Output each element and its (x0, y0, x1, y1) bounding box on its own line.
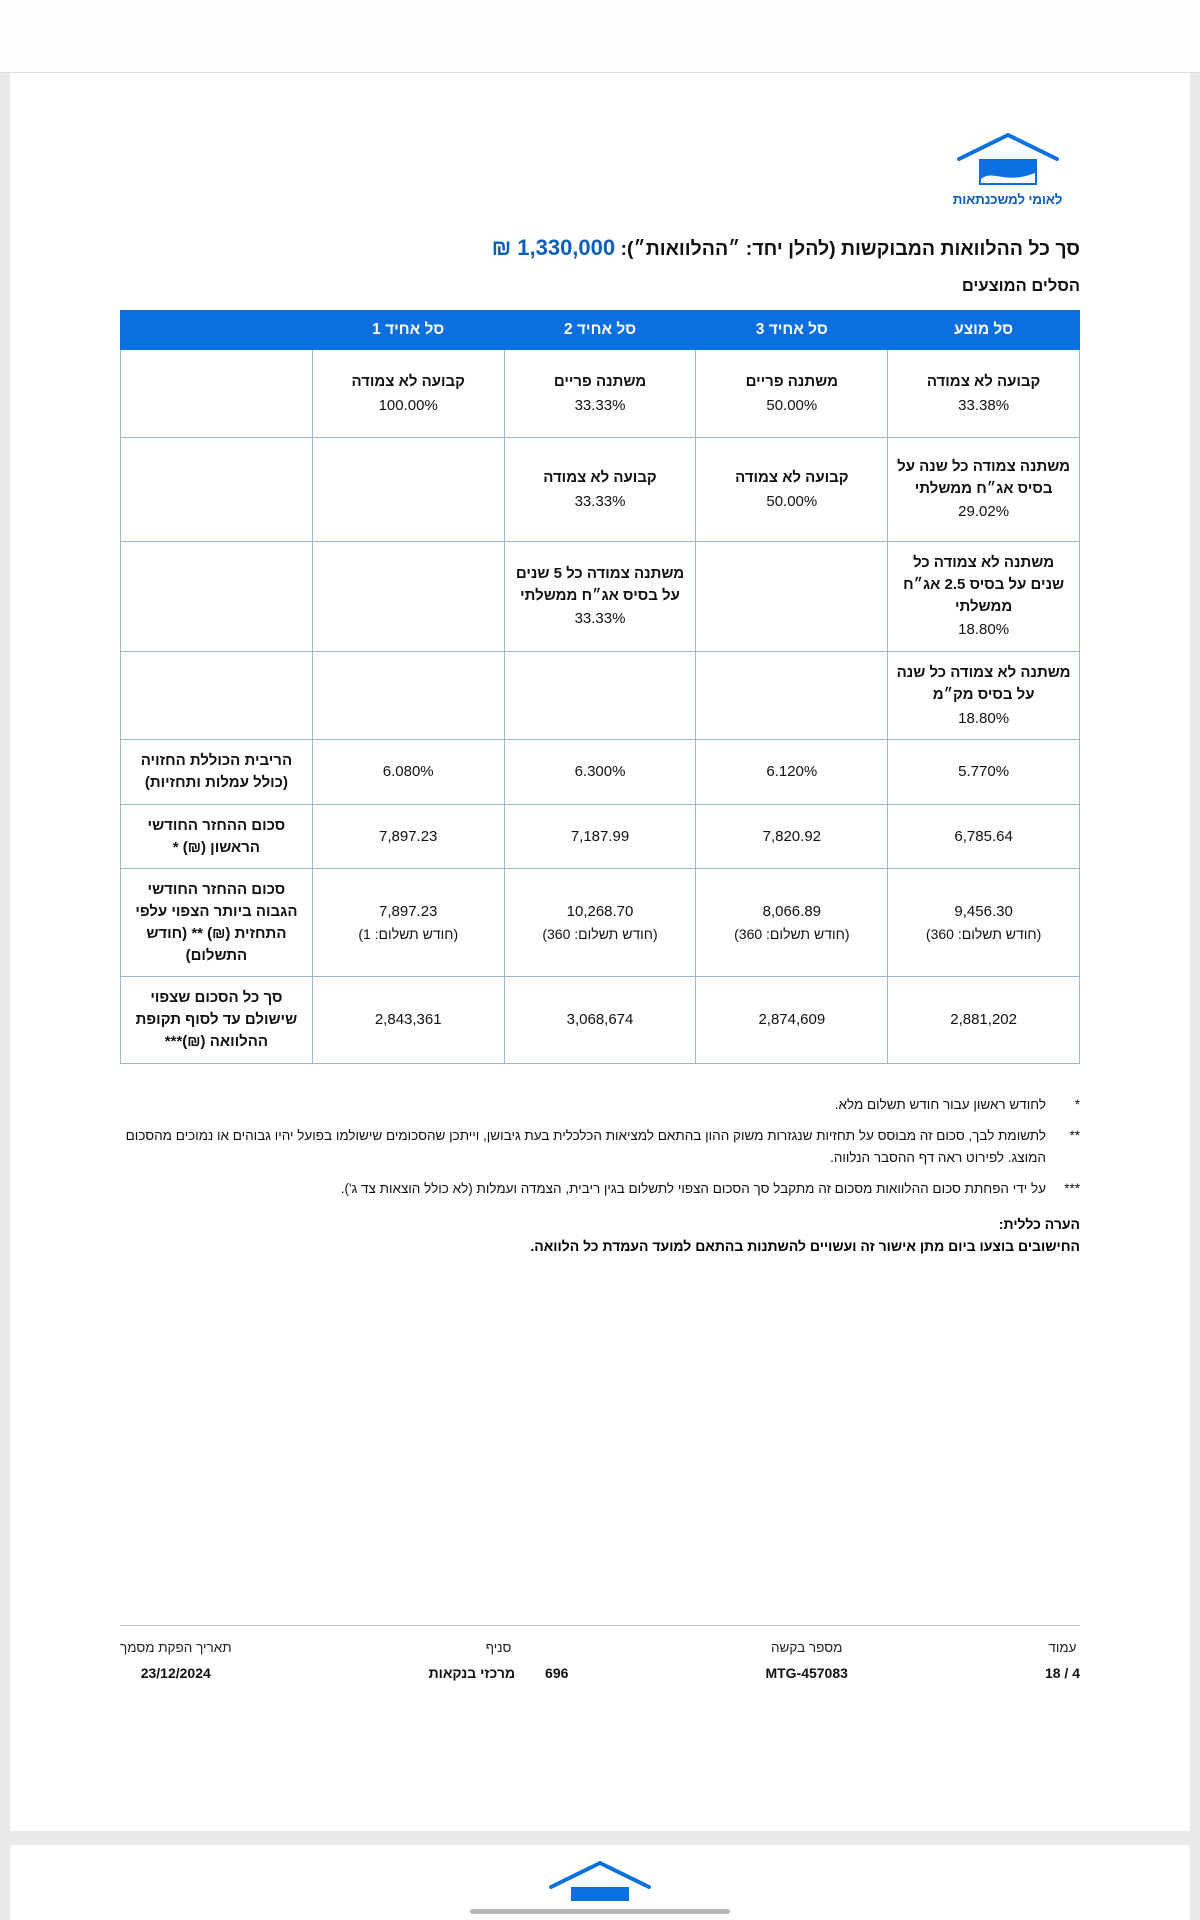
component-share: 50.00% (766, 396, 818, 414)
page-title: הסלים המוצעים (961, 277, 1080, 295)
component-name: קבועה לא צמודה (926, 372, 1041, 390)
component-share: 33.33% (574, 610, 626, 628)
cell-uniform3-total-paid: 2,874,609 (696, 977, 888, 1063)
component-name: קבועה לא צמודה (735, 468, 849, 486)
column-header-uniform1: סל אחיד 1 (312, 311, 504, 350)
component-share: 33.38% (958, 396, 1010, 414)
table-row (121, 438, 1080, 542)
column-header-uniform2: סל אחיד 2 (504, 311, 696, 350)
cell-label-empty-3 (121, 542, 313, 652)
component-name: משתנה לא צמודה כל שנים על בסיס 2.5 אג״ח ממשלתי (903, 554, 1065, 615)
column-header-proposed: סל מוצע (888, 311, 1080, 350)
table-row (121, 804, 1080, 869)
cell-uniform1-first-payment: 7,897.23 (312, 804, 504, 869)
row-label-total-paid: סך כל הסכום שצפוי שישולם עד לסוף תקופת ההלוואה (₪)*** (121, 977, 313, 1063)
cell-uniform2-component-2 (504, 438, 696, 542)
cell-proposed-component-1 (888, 350, 1080, 438)
row-label-first-payment: סכום ההחזר החודשי הראשון (₪) * (121, 804, 313, 869)
column-header-uniform3: סל אחיד 3 (696, 311, 888, 350)
cell-uniform1-component-3 (312, 542, 504, 652)
table-row (121, 350, 1080, 438)
row-label-max-payment: סכום ההחזר החודשי הגבוה ביותר הצפוי עלפי התחזית (₪) ** (חודש התשלום) (121, 869, 313, 977)
component-name: משתנה לא צמודה כל שנה על בסיס מק״מ (896, 664, 1071, 703)
cell-uniform1-component-2 (312, 438, 504, 542)
cell-uniform2-total-paid: 3,068,674 (504, 977, 696, 1063)
footer-request-label: מספר בקשה (770, 1640, 843, 1655)
max-payment-value: 9,456.30 (954, 902, 1013, 920)
footnotes (120, 1094, 1080, 1254)
component-name: משתנה צמודה כל שנה על בסיס אג״ח ממשלתי (897, 457, 1071, 497)
cell-uniform1-component-1 (312, 350, 504, 438)
total-loans-label: סך כל ההלוואות המבוקשות (להלן יחד: ״ההלוואות״): (620, 238, 1080, 260)
max-payment-value: 10,268.70 (566, 902, 634, 920)
cell-proposed-component-2 (888, 438, 1080, 542)
column-header-empty (121, 311, 313, 350)
general-note-label: הערה כללית: (998, 1215, 1080, 1232)
document-page (10, 73, 1190, 1831)
total-loans-line (120, 235, 1080, 261)
max-payment-month: (חודש תשלום: 1) (358, 926, 459, 943)
footnote-text: על ידי הפחתת סכום ההלוואות מסכום זה מתקבל סך הסכום הצפוי לתשלום בגין ריבית, הצמדה ועמלות (לא כולל הוצאות צד ג'). (340, 1181, 1046, 1197)
cell-uniform2-total-rate: 6.300% (504, 740, 696, 805)
cell-uniform3-first-payment: 7,820.92 (696, 804, 888, 869)
footnote-marker: * (1074, 1096, 1080, 1112)
component-name: משתנה צמודה כל 5 שנים על בסיס אג״ח ממשלתי (515, 564, 685, 604)
footnote-2 (120, 1125, 1080, 1168)
page-content (10, 73, 1190, 1831)
component-share: 50.00% (766, 492, 818, 510)
table-header-row (121, 311, 1080, 350)
footer-date-value: 23/12/2024 (140, 1665, 211, 1681)
cell-uniform1-component-4 (312, 652, 504, 740)
cell-uniform1-total-rate: 6.080% (312, 740, 504, 805)
component-name: קבועה לא צמודה (543, 468, 657, 486)
max-payment-month: (חודש תשלום: 360) (925, 926, 1042, 943)
table-row (121, 652, 1080, 740)
component-name: קבועה לא צמודה (351, 372, 465, 390)
general-note-text: החישובים בוצעו ביום מתן אישור זה ועשויים להשתנות בהתאם למועד העמדת כל הלוואה. (530, 1237, 1080, 1254)
footer-date-label: תאריך הפקת מסמך (120, 1640, 232, 1655)
cell-label-empty-2 (121, 438, 313, 542)
table-row (121, 869, 1080, 977)
footer-page-value: 4 / 18 (1044, 1665, 1080, 1681)
footer-branch (429, 1640, 569, 1681)
bank-logo (935, 133, 1080, 207)
footnote-marker: ** (1069, 1128, 1080, 1144)
component-share: 100.00% (378, 396, 438, 414)
footer-branch-label: סניף (485, 1640, 512, 1655)
max-payment-value: 7,897.23 (379, 902, 438, 920)
cell-label-empty-1 (121, 350, 313, 438)
footnote-1 (120, 1094, 1080, 1116)
component-share: 18.80% (958, 621, 1010, 639)
component-name: משתנה פריים (745, 372, 838, 390)
cell-uniform3-component-1 (696, 350, 888, 438)
footnote-3 (120, 1178, 1080, 1200)
logo-text: לאומי למשכנתאות (952, 192, 1063, 207)
footer-page-label: עמוד (1048, 1640, 1077, 1655)
footer-branch-name: מרכזי בנקאות (428, 1665, 516, 1681)
cell-uniform3-total-rate: 6.120% (696, 740, 888, 805)
next-page-logo (10, 1861, 1190, 1906)
scroll-indicator[interactable] (470, 1909, 730, 1914)
house-roof-icon (935, 133, 1080, 189)
cell-uniform3-max-payment (696, 869, 888, 977)
house-roof-icon (545, 1861, 655, 1906)
baskets-table (120, 310, 1080, 1064)
viewer-topbar (0, 0, 1200, 73)
footer-date (120, 1640, 232, 1681)
table-row (121, 542, 1080, 652)
cell-proposed-first-payment: 6,785.64 (888, 804, 1080, 869)
cell-uniform2-max-payment (504, 869, 696, 977)
footer-page (1045, 1640, 1080, 1681)
footnote-marker: *** (1064, 1181, 1080, 1197)
table-row (121, 977, 1080, 1063)
cell-uniform2-component-4 (504, 652, 696, 740)
max-payment-month: (חודש תשלום: 360) (542, 926, 658, 943)
max-payment-month: (חודש תשלום: 360) (734, 926, 850, 943)
component-name: משתנה פריים (553, 372, 647, 390)
max-payment-value: 8,066.89 (762, 902, 821, 920)
cell-label-empty-4 (121, 652, 313, 740)
cell-uniform3-component-2 (696, 438, 888, 542)
cell-proposed-total-paid: 2,881,202 (888, 977, 1080, 1063)
page-footer (120, 1625, 1080, 1681)
component-share: 18.80% (958, 709, 1010, 727)
cell-uniform2-component-3 (504, 542, 696, 652)
logo-container (120, 133, 1080, 207)
footnote-text: לחודש ראשון עבור חודש תשלום מלא. (834, 1096, 1046, 1112)
row-label-total-rate: הריבית הכוללת החזויה (כולל עמלות ותחזיות) (121, 740, 313, 805)
cell-uniform1-total-paid: 2,843,361 (312, 977, 504, 1063)
cell-uniform1-max-payment (312, 869, 504, 977)
component-share: 33.33% (574, 396, 626, 414)
total-loans-amount: 1,330,000 ₪ (491, 235, 616, 260)
cell-proposed-max-payment (888, 869, 1080, 977)
component-share: 29.02% (958, 503, 1010, 521)
cell-uniform3-component-4 (696, 652, 888, 740)
component-share: 33.33% (574, 492, 626, 510)
cell-uniform2-component-1 (504, 350, 696, 438)
footer-branch-number: 696 (545, 1665, 569, 1681)
cell-uniform2-first-payment: 7,187.99 (504, 804, 696, 869)
cell-uniform3-component-3 (696, 542, 888, 652)
footnote-text: לתשומת לבך, סכום זה מבוסס על תחזיות שנגזרות משוק ההון בהתאם למציאות הכלכלית בעת גיבושן, וייתכן שהסכומים שישולמו בפועל יהיו גבוהים או נמוכים מהסכום המוצג. לפירוט ראה דף ההסבר הנלווה. (125, 1128, 1046, 1165)
table-row (121, 740, 1080, 805)
cell-proposed-total-rate: 5.770% (888, 740, 1080, 805)
cell-proposed-component-3 (888, 542, 1080, 652)
cell-proposed-component-4 (888, 652, 1080, 740)
footer-row (120, 1640, 1080, 1681)
footer-request (765, 1640, 847, 1681)
footer-request-value: MTG-457083 (765, 1665, 848, 1681)
